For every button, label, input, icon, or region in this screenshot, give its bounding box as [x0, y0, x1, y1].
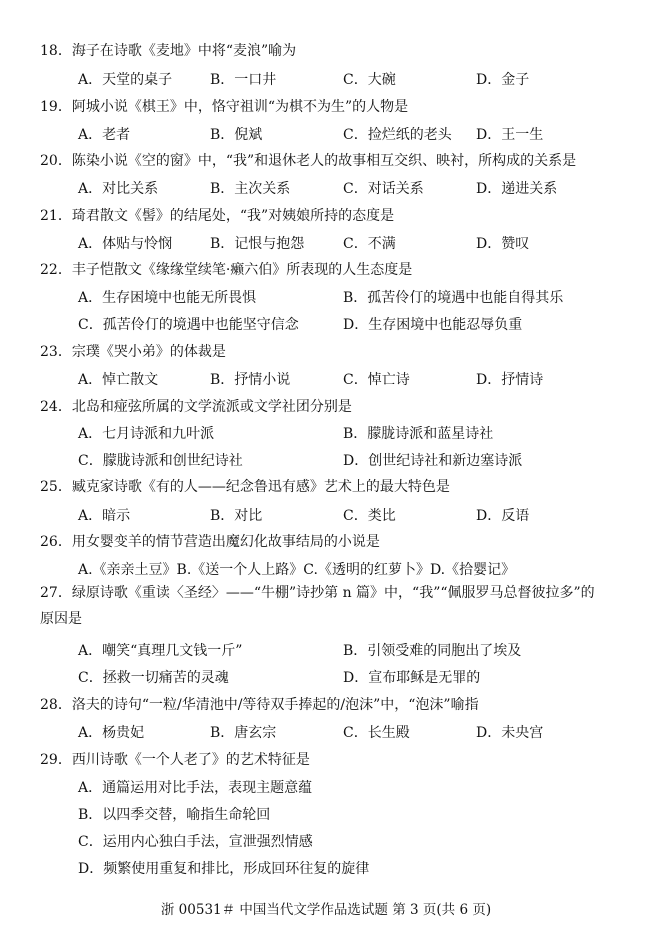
option-a: A．悼亡散文	[78, 372, 159, 388]
option-c: C．拯救一切痛苦的灵魂	[78, 670, 229, 686]
option-d: D．频繁使用重复和排比，形成回环往复的旋律	[78, 861, 370, 877]
options-line: A.《亲亲土豆》B.《送一个人上路》C.《透明的红萝卜》D.《拾婴记》	[78, 562, 516, 578]
page-footer: 浙 00531＃ 中国当代文学作品选试题 第 3 页(共 6 页)	[160, 902, 492, 918]
question-stem: 27．绿原诗歌《重读〈圣经〉——“牛棚”诗抄第 n 篇》中，“我”“佩服罗马总督彼拉多”的原因是	[40, 585, 595, 627]
option-d: D．递进关系	[476, 181, 558, 197]
option-a: A．七月诗派和九叶派	[78, 426, 215, 442]
option-a: A．通篇运用对比手法，表现主题意蕴	[78, 780, 313, 796]
option-c: C．朦胧诗派和创世纪诗社	[78, 453, 243, 469]
question-stem: 20．陈染小说《空的窗》中，“我”和退休老人的故事相互交织、映衬，所构成的关系是	[40, 153, 577, 169]
question-stem: 23．宗璞《哭小弟》的体裁是	[40, 344, 226, 360]
option-c: C．运用内心独白手法，宣泄强烈情感	[78, 834, 313, 850]
question-stem: 18．海子在诗歌《麦地》中将“麦浪”喻为	[40, 43, 297, 59]
option-b: B．孤苦伶仃的境遇中也能自得其乐	[343, 290, 564, 306]
option-c: C．悼亡诗	[343, 372, 410, 388]
option-b: B．抒情小说	[210, 372, 291, 388]
question-stem: 26．用女婴变羊的情节营造出魔幻化故事结局的小说是	[40, 534, 380, 550]
option-a: A．老者	[78, 127, 131, 143]
option-c: C．不满	[343, 236, 396, 252]
option-a: A．天堂的桌子	[78, 72, 173, 88]
option-b: B．对比	[210, 508, 263, 524]
option-c: C．对话关系	[343, 181, 424, 197]
option-b: B．倪斌	[210, 127, 263, 143]
option-b: B．记恨与抱怨	[210, 236, 305, 252]
option-c: C．长生殿	[343, 725, 410, 741]
option-a: A．对比关系	[78, 181, 159, 197]
question-stem: 25．臧克家诗歌《有的人——纪念鲁迅有感》艺术上的最大特色是	[40, 479, 450, 495]
option-d: D．未央宫	[476, 725, 544, 741]
option-d: D．抒情诗	[476, 372, 544, 388]
option-c: C．孤苦伶仃的境遇中也能坚守信念	[78, 317, 299, 333]
option-a: A．体贴与怜悯	[78, 236, 173, 252]
question-stem: 28．洛夫的诗句“一粒/华清池中/等待双手捧起的/泡沫”中，“泡沫”喻指	[40, 697, 479, 713]
option-b: B．唐玄宗	[210, 725, 277, 741]
option-d: D．赞叹	[476, 236, 530, 252]
option-a: A．生存困境中也能无所畏惧	[78, 290, 257, 306]
option-a: A．杨贵妃	[78, 725, 145, 741]
option-d: D．金子	[476, 72, 530, 88]
question-stem: 19．阿城小说《棋王》中，恪守祖训“为棋不为生”的人物是	[40, 99, 409, 115]
option-a: A．嘲笑“真理几文钱一斤”	[78, 643, 243, 659]
option-b: B．一口井	[210, 72, 277, 88]
question-stem: 21．琦君散文《髻》的结尾处，“我”对姨娘所持的态度是	[40, 208, 395, 224]
option-d: D．生存困境中也能忍辱负重	[343, 317, 523, 333]
option-a: A．暗示	[78, 508, 131, 524]
option-d: D．创世纪诗社和新边塞诗派	[343, 453, 523, 469]
option-c: C．大碗	[343, 72, 396, 88]
option-b: B．以四季交替，喻指生命轮回	[78, 807, 271, 823]
option-b: B．朦胧诗派和蓝星诗社	[343, 426, 494, 442]
option-c: C．类比	[343, 508, 396, 524]
question-stem: 29．西川诗歌《一个人老了》的艺术特征是	[40, 752, 310, 768]
option-d: D．反语	[476, 508, 530, 524]
option-d: D．宣布耶稣是无罪的	[343, 670, 481, 686]
option-c: C．捡烂纸的老头	[343, 127, 452, 143]
question-stem: 24．北岛和痖弦所属的文学流派或文学社团分别是	[40, 399, 352, 415]
option-d: D．王一生	[476, 127, 544, 143]
option-b: B．主次关系	[210, 181, 291, 197]
question-stem: 22．丰子恺散文《缘缘堂续笔·癞六伯》所表现的人生态度是	[40, 262, 413, 278]
option-b: B．引领受难的同胞出了埃及	[343, 643, 522, 659]
